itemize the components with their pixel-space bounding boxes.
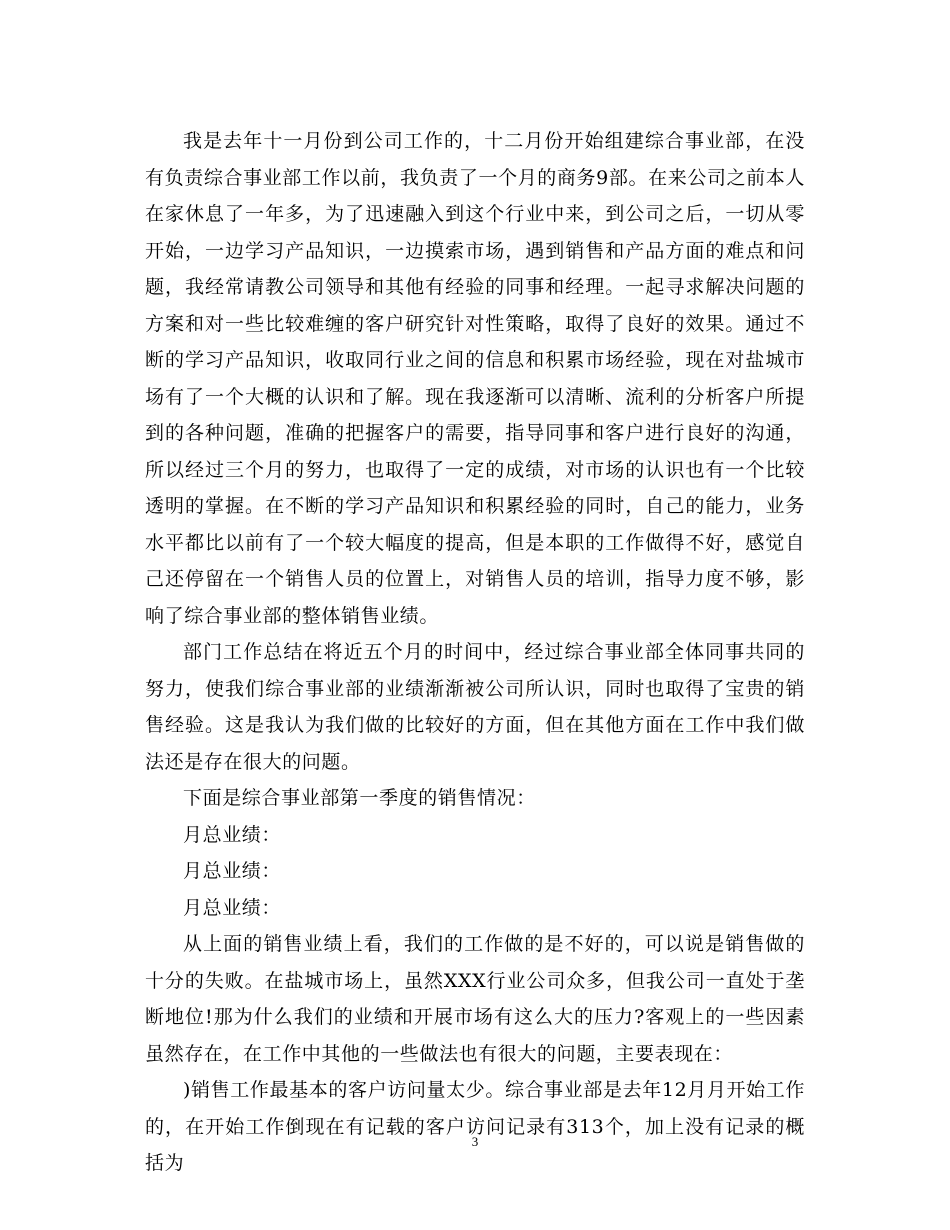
paragraph-sales-intro: 下面是综合事业部第一季度的销售情况： [183,787,536,809]
paragraph-monthly-total-3: 月总业绩： [183,896,282,919]
paragraph-monthly-total-2: 月总业绩： [183,860,282,882]
page-number: 3 [471,1134,479,1149]
paragraph-monthly-total-1: 月总业绩： [183,823,282,846]
paragraph-problem-visits: )销售工作最基本的客户访问量太少。综合事业部是去年12月月开始工作的，在开始工作倒现在有记载的客户访问记录有313个，加上没有记录的概括为 [145,1079,805,1174]
paragraph-department-summary: 部门工作总结在将近五个月的时间中，经过综合事业部全体同事共同的努力，使我们综合事业部的业绩渐渐被公司所认识，同时也取得了宝贵的销售经验。这是我认为我们做的比较好的方面，但在其他方面在工作中我们做法还是存在很大的问题。 [145,641,805,773]
document-body [145,123,805,1182]
paragraph-work-experience: 我是去年十一月份到公司工作的，十二月份开始组建综合事业部，在没有负责综合事业部工作以前，我负责了一个月的商务9部。在来公司之前本人在家休息了一年多，为了迅速融入到这个行业中来，到公司之后，一切从零开始，一边学习产品知识，一边摸索市场，遇到销售和产品方面的难点和问题，我经常请教公司领导和其他有经验的同事和经理。一起寻求解决问题的方案和对一些比较难缠的客户研究针对性策略，取得了良好的效果。通过不断的学习产品知识，收取同行业之间的信息和积累市场经验，现在对盐城市场有了一个大概的认识和了解。现在我逐渐可以清晰、流利的分析客户所提到的各种问题，准确的把握客户的需要，指导同事和客户进行良好的沟通，所以经过三个月的努力，也取得了一定的成绩，对市场的认识也有一个比较透明的掌握。在不断的学习产品知识和积累经验的同时，自己的能力，业务水平都比以前有了一个较大幅度的提高，但是本职的工作做得不好，感觉自己还停留在一个销售人员的位置上，对销售人员的培训，指导力度不够，影响了综合事业部的整体销售业绩。 [145,130,805,627]
paragraph-sales-analysis: 从上面的销售业绩上看，我们的工作做的是不好的，可以说是销售做的十分的失败。在盐城市场上，虽然XXX行业公司众多，但我公司一直处于垄断地位!那为什么我们的业绩和开展市场有这么大的压力?客观上的一些因素虽然存在，在工作中其他的一些做法也有很大的问题，主要表现在： [145,933,805,1065]
